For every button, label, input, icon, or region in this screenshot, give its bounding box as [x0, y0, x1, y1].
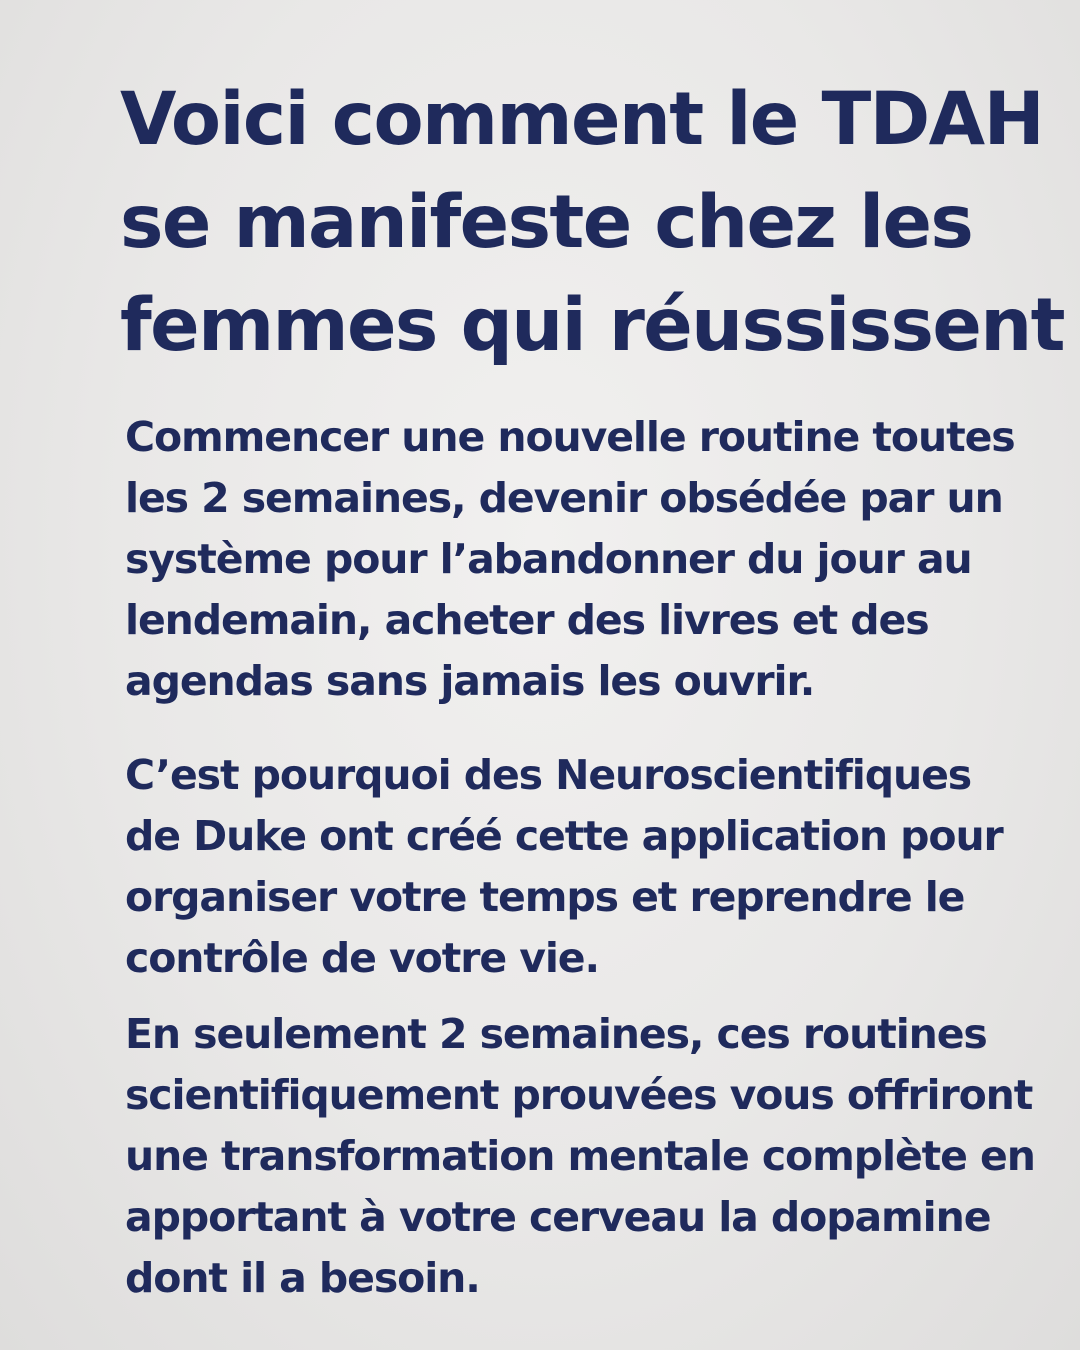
paragraph-line: En seulement 2 semaines, ces routines: [125, 1010, 987, 1058]
paragraph-line: lendemain, acheter des livres et des: [125, 596, 929, 644]
headline-line: se manifeste chez les: [120, 180, 973, 265]
paragraph-line: organiser votre temps et reprendre le: [125, 873, 965, 921]
paragraph-results: [125, 1004, 1035, 1309]
paragraph-line: contrôle de votre vie.: [125, 934, 599, 982]
paragraph-line: les 2 semaines, devenir obsédée par un: [125, 474, 1003, 522]
headline-line: femmes qui réussissent: [120, 283, 1064, 368]
paragraph-line: Commencer une nouvelle routine toutes: [125, 413, 1015, 461]
paragraph-line: système pour l’abandonner du jour au: [125, 535, 972, 583]
paragraph-symptoms: [125, 407, 1025, 712]
paragraph-line: C’est pourquoi des Neuroscientifiques: [125, 751, 972, 799]
paragraph-line: dont il a besoin.: [125, 1254, 480, 1302]
paragraph-line: scientifiquement prouvées vous offriront: [125, 1071, 1033, 1119]
headline: [120, 68, 1064, 377]
paragraph-line: agendas sans jamais les ouvrir.: [125, 657, 815, 705]
paragraph-app: [125, 745, 1025, 989]
paragraph-line: de Duke ont créé cette application pour: [125, 812, 1003, 860]
paragraph-line: une transformation mentale complète en: [125, 1132, 1035, 1180]
headline-line: Voici comment le TDAH: [120, 77, 1044, 162]
paragraph-line: apportant à votre cerveau la dopamine: [125, 1193, 991, 1241]
